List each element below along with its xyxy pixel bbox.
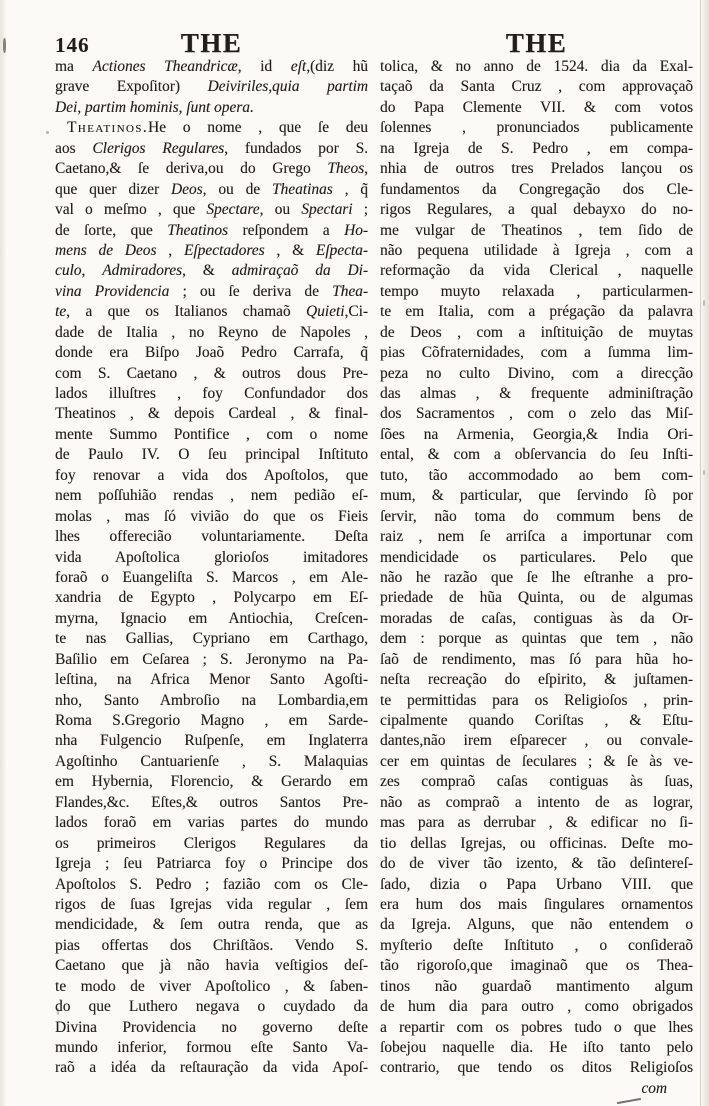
text-line: molas , mas ſó vivião do que os Fieis xyxy=(55,507,368,525)
text-line: te nas Gallias, Cypriano em Carthago, xyxy=(55,630,368,648)
text-line: nem poſſuhião rendas , nem pedião eſ- xyxy=(55,487,368,505)
page-edge-line xyxy=(700,0,701,1106)
text-line: tuto, tão accommodado ao bem com- xyxy=(380,466,693,484)
text-line: lados illuſtres , foy Confundador dos xyxy=(55,385,368,402)
text-line: mendicidade os particulares. Pelo que xyxy=(380,548,693,566)
text-line: pias offertas dos Chriſtãos. Vendo S. xyxy=(55,936,368,954)
text-line: grave Expoſitor) Deiviriles,quia partim xyxy=(55,78,368,96)
text-line: rigos Regulares, a qual debayxo do no- xyxy=(380,201,693,219)
text-line: de Paulo IV. O ſeu principal Inſtituto xyxy=(55,446,368,464)
text-line: fundamentos da Congregação dos Cle- xyxy=(380,180,693,198)
text-line: Caetano,& ſe deriva,ou do Grego Theos, xyxy=(55,160,368,178)
page-number: 146 xyxy=(55,33,90,57)
text-line: cipalmente quando Coriſtas , & Eſtu- xyxy=(380,712,693,729)
text-line: mundo inferior, formou eſte Santo Va- xyxy=(55,1039,368,1056)
text-line: mendicidade, & ſem outra renda, que as xyxy=(55,916,368,934)
text-line: em Hybernia, Florencio, & Gerardo em xyxy=(55,773,368,791)
text-line: vida Apoſtolica glorioſos imitadores xyxy=(55,548,368,566)
text-line: Apoſtolos S. Pedro ; fazião com os Cle- xyxy=(55,875,368,893)
text-line: Igreja ; ſeu Patriarca foy o Principe dos xyxy=(55,855,368,873)
catchword-flourish xyxy=(617,1098,641,1104)
scan-speck xyxy=(46,131,49,134)
text-line: dem : porque as quintas que tem , não xyxy=(380,630,693,648)
text-line: Baſilio em Ceſarea ; S. Jeronymo na Pa- xyxy=(55,650,368,668)
text-line: não pequena utilidade à Igreja , com a xyxy=(380,241,693,259)
text-line: aos Clerigos Regulares, fundados por S. xyxy=(55,139,368,157)
text-line: ental, & com a obſervancia do ſeu Inſti- xyxy=(380,446,693,464)
text-line: Divina Providencia no governo deſte xyxy=(55,1018,368,1036)
text-line: tio dellas Igrejas, ou officinas. Deſte mo- xyxy=(380,834,693,852)
text-line: priedade de hũa Quinta, ou de algumas xyxy=(380,589,693,607)
text-line: mens de Deos , Eſpectadores , & Eſpecta- xyxy=(55,241,368,259)
text-line: leſtina, na Africa Menor Santo Agoſti- xyxy=(55,671,368,689)
scan-speck xyxy=(703,470,705,475)
text-line: tinos não guardaõ mantimento algum xyxy=(380,977,693,995)
text-line: culo, Admiradores, & admiraçaõ da Di- xyxy=(55,262,368,280)
catchword-area xyxy=(380,1079,693,1099)
text-line: donde era Biſpo Joaõ Pedro Carrafa, q̃ xyxy=(55,344,368,362)
text-line: do de viver tão izento, & tão deſintereſ- xyxy=(380,855,693,873)
text-line: xandria de Egypto , Polycarpo em Eſ- xyxy=(55,589,368,607)
text-line: do que Luthero negava o cuydado da xyxy=(55,998,368,1016)
text-line: contrario, que tendo os ditos Religioſos xyxy=(380,1059,693,1077)
text-line: do Papa Clemente VII. & com votos xyxy=(380,98,693,116)
text-line: val o meſmo , que Spectare, ou Spectari ; xyxy=(55,201,368,219)
text-line: mum, & particular, que ſervindo ſò por xyxy=(380,487,693,505)
page-edge-shading-left xyxy=(0,0,7,1106)
text-line: de Deos , com a inſtituição de muytas xyxy=(380,323,693,341)
text-line: tempo muyto relaxada , particularmen- xyxy=(380,282,693,300)
text-line: myſterio deſte Inſtituto , o conſideraõ xyxy=(380,936,693,954)
text-line: nha Fulgencio Ruſpenſe, em Inglaterra xyxy=(55,732,368,750)
text-line: dantes,não irem eſparecer , ou convale- xyxy=(380,732,693,750)
scan-speck xyxy=(703,300,705,306)
text-line: dade de Italia , no Reyno de Napoles , xyxy=(55,323,368,341)
text-line: com S. Caetano , & outros dous Pre- xyxy=(55,364,368,382)
running-head-left: THE xyxy=(180,28,243,58)
text-line: ſões na Armenia, Georgia,& India Ori- xyxy=(380,425,693,443)
text-line: lhes offerecião voluntariamente. Deſta xyxy=(55,528,368,546)
text-line: nho, Santo Ambroſio na Lombardia,em xyxy=(55,691,368,709)
catchword: com xyxy=(641,1080,667,1097)
text-line: tão rigoroſo,que imaginaõ que os Thea- xyxy=(380,957,693,975)
scan-speck xyxy=(3,38,6,53)
text-line: Roma S.Gregorio Magno , em Sarde- xyxy=(55,712,368,729)
text-line: não as compraõ a intento de as lograr, xyxy=(380,793,693,811)
text-line: te permittidas para os Religioſos , prin- xyxy=(380,691,693,709)
text-line: mas para as derrubar , & edificar no ſi- xyxy=(380,814,693,832)
text-line: dos Sacramentos , com o zelo das Miſ- xyxy=(380,405,693,423)
text-line: Dei, partim hominis, ſunt opera. xyxy=(55,98,254,116)
text-line: raiz , nem ſe arriſca a importunar com xyxy=(380,528,693,546)
text-line: neſta recreação do eſpirito, & juſtamen- xyxy=(380,671,693,689)
text-line: ſaõ de rendimento, mas ſó para hũa ho- xyxy=(380,650,693,668)
text-line: que quer dizer Deos, ou de Theatinas , q̃ xyxy=(55,180,368,198)
text-line: ſado, dizia o Papa Urbano VIII. que xyxy=(380,875,693,893)
text-line: ſolennes , pronunciados publicamente xyxy=(380,119,693,137)
text-line: de ſorte, que Theatinos reſpondem a Ho- xyxy=(55,221,368,239)
text-line: moradas de caſas, contiguas às da Or- xyxy=(380,609,693,627)
text-line: Caetano que jà não havia veſtigios deſ- xyxy=(55,957,368,975)
text-line: os primeiros Clerigos Regulares da xyxy=(55,834,368,852)
text-line: das almas , & frequente adminiſtração xyxy=(380,385,693,402)
running-head-right: THE xyxy=(505,28,568,58)
text-line: cer em quintas de ſeculares ; & ſe às ve- xyxy=(380,752,693,770)
text-line: peza no culto Divino, com a direcção xyxy=(380,364,693,382)
text-line: de hum dia para outro , como obrigados xyxy=(380,998,693,1016)
text-line: a repartir com os pobres tudo o que lhes xyxy=(380,1018,693,1036)
text-line: pias Cõfraternidades, com a ſumma lim- xyxy=(380,344,693,362)
text-line: era hum dos mais ſingulares ornamentos xyxy=(380,895,693,913)
text-line: te, a que os Italianos chamaõ Quieti,Ci- xyxy=(55,303,368,321)
text-line: te modo de viver Apoſtolico , & ſaben- xyxy=(55,977,368,995)
text-line: reformação da vida Clerical , naquelle xyxy=(380,262,693,280)
text-line: da Igreja. Alguns, que não entendem o xyxy=(380,916,693,934)
page-edge-shading-right xyxy=(700,0,709,1106)
text-line: taçaõ da Santa Cruz , com approvaçaõ xyxy=(380,78,693,96)
text-line: vina Providencia ; ou ſe deriva de Thea- xyxy=(55,282,368,300)
text-line: foy renovar a vida dos Apoſtolos, que xyxy=(55,466,368,484)
text-line: lados foraõ em varias partes do mundo xyxy=(55,814,368,832)
text-line: não he razão que ſe lhe eſtranhe a pro- xyxy=(380,568,693,586)
left-text-column xyxy=(55,57,368,1079)
text-line: Theatinos , & depois Cardeal , & final- xyxy=(55,405,368,423)
right-text-column xyxy=(380,57,693,1079)
text-line: Theatinos.He o nome , que ſe deu xyxy=(67,119,368,137)
text-line: me vulgar de Theatinos , tem ſido de xyxy=(380,221,693,239)
text-line: foraõ o Euangeliſta S. Marcos , em Ale- xyxy=(55,568,368,586)
text-line: Agoſtinho Cantuarienſe , S. Malaquias xyxy=(55,752,368,770)
text-line: te em Italia, com a prégação da palavra xyxy=(380,303,693,321)
text-line: zes compraõ caſas contiguas às ſuas, xyxy=(380,773,693,791)
text-line: rigos de ſuas Igrejas vida regular , ſem xyxy=(55,895,368,913)
text-line: Flandes,&c. Eſtes,& outros Santos Pre- xyxy=(55,793,368,811)
text-line: mente Summo Pontifice , com o nome xyxy=(55,425,368,443)
text-line: tolica, & no anno de 1524. dia da Exal- xyxy=(380,58,693,75)
text-line: raõ a idéa da reſtauração da vida Apoſ- xyxy=(55,1059,368,1077)
text-line: ſervir, não toma do commum bens de xyxy=(380,507,693,525)
text-line: na Igreja de S. Pedro , em compa- xyxy=(380,139,693,157)
text-line: myrna, Ignacio em Antiochia, Creſcen- xyxy=(55,609,368,627)
text-line: ma Actiones Theandricæ, id eſt,(diz hũ xyxy=(55,58,368,75)
text-line: ſobejou naquelle dia. He iſto tanto pelo xyxy=(380,1039,693,1056)
text-line: nhia de outros tres Prelados lançou os xyxy=(380,160,693,178)
